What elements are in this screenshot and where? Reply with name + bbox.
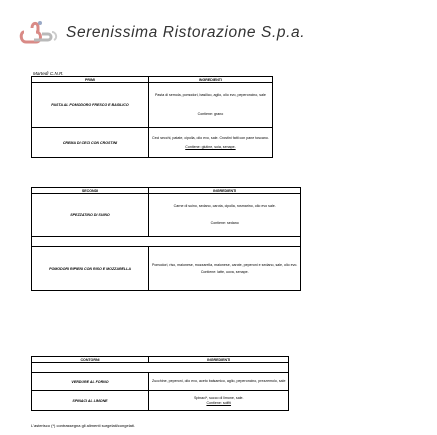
dish-ingredients-cell	[149, 247, 301, 291]
ingredients-header: INGREDIENTI	[149, 357, 289, 363]
menu-date: Martedì C.N.R.	[33, 71, 64, 76]
dish-ingredients: Zucchine, peperoni, olio evo, aceto balsamico, aglio, peperoncino, prezzemolo, sale	[152, 379, 286, 383]
dish-ingredients-cell	[149, 194, 301, 237]
dish-name: SPINACI AL LIMONE	[32, 391, 149, 411]
dish-name: CREMA DI CECI CON CROSTINI	[32, 128, 149, 158]
dish-name: POMODORI RIPIENI CON RISO E MOZZARELLA	[32, 247, 149, 291]
ingredients-header: INGREDIENTI	[149, 188, 301, 194]
dish-ingredients: Spinaci*, succo di limone, sale.	[193, 395, 244, 400]
dish-ingredients-cell	[149, 373, 289, 391]
dish-allergens: Contiene: latte, uova, senape.	[200, 269, 249, 274]
table-row	[32, 194, 301, 237]
dish-ingredients: Pomodori, riso, maionese, mozzarella, maionese, carote, peperoni e sedano, sale, olio evo.	[152, 262, 298, 267]
dish-ingredients: Carne di suino, sedano, carota, cipolla, rosmarino, olio evo sale.	[173, 204, 276, 208]
secondi-table	[31, 187, 301, 291]
dish-allergens: Contiene: glutine, soia, senape.	[185, 144, 236, 149]
dish-allergens: Contiene: solfiti	[206, 400, 232, 405]
section-title-contorni: CONTORNI	[32, 357, 149, 363]
dish-name: VERDURE AL FORNO	[32, 373, 149, 391]
dish-ingredients: Pasta di semola, pomodori, basilico, aglio, olio evo, peperoncino, sale	[155, 93, 266, 97]
dish-allergens: Contiene: sedano	[210, 221, 239, 225]
dish-ingredients-cell	[149, 391, 289, 411]
table-row	[32, 128, 273, 158]
table-row	[32, 391, 289, 411]
dish-ingredients-cell	[149, 83, 273, 128]
logo-icon	[18, 18, 64, 48]
section-title-secondi: SECONDI	[32, 188, 149, 194]
primi-table	[31, 76, 273, 158]
page-header	[18, 14, 428, 54]
table-row	[32, 83, 273, 128]
table-row	[32, 247, 301, 291]
frozen-foods-note: L'asterisco (*) contrassegna gli alimenti surgelati/congelati.	[31, 423, 135, 428]
dish-allergens: Contiene: grano	[197, 112, 224, 116]
company-name: Serenissima Ristorazione S.p.a.	[66, 24, 306, 41]
dish-ingredients-cell	[149, 128, 273, 158]
dish-name: PASTA AL POMODORO FRESCO E BASILICO	[32, 83, 149, 128]
table-row	[32, 373, 289, 391]
dish-name: SPEZZATINO DI SUINO	[32, 194, 149, 237]
section-title-primi: PRIMI	[32, 77, 149, 83]
dish-ingredients: Ceci secchi, patate, cipolla, olio evo, sale. Crostini fatti con pane toscano.	[152, 135, 269, 140]
contorni-table	[31, 356, 289, 411]
ingredients-header: INGREDIENTI	[149, 77, 273, 83]
